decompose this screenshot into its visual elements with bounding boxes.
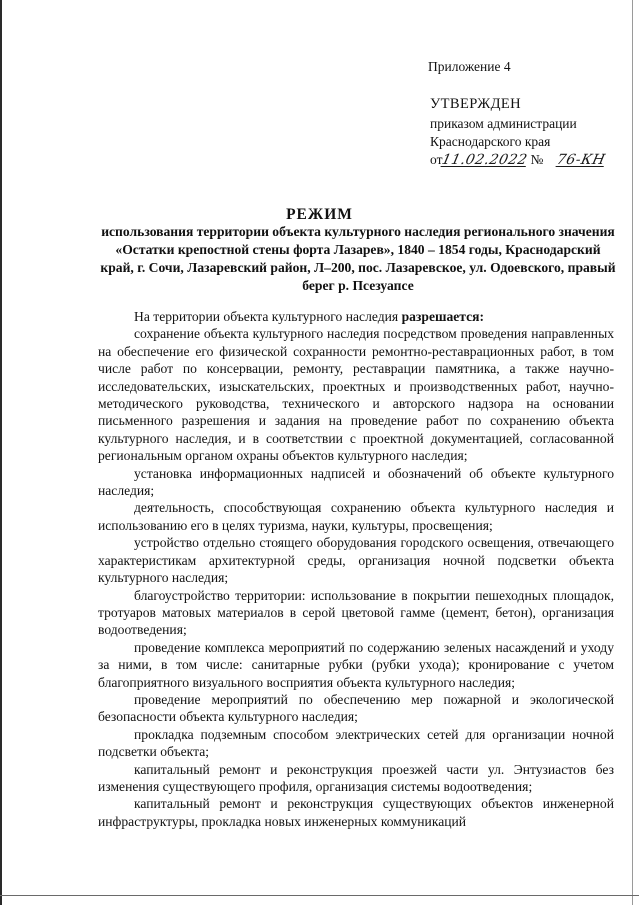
intro-bold: разрешается: bbox=[401, 309, 485, 324]
appendix-label: Приложение 4 bbox=[428, 59, 511, 74]
order-date-number-line bbox=[430, 151, 607, 171]
number-prefix: № bbox=[530, 152, 544, 167]
list-item: деятельность, способствующая сохранению объекта культурного наследия и использованию его в целях туризма, науки, культуры, просвещения; bbox=[98, 500, 614, 533]
region-line: Краснодарского края bbox=[430, 134, 551, 149]
document-body bbox=[98, 308, 614, 830]
list-item: проведение комплекса мероприятий по содержанию зеленых насаждений и уходу за ними, в том числе: санитарные рубки (рубки ухода); кронирование с учетом благоприятного визуального восприятия объекта культурного наследия; bbox=[98, 639, 614, 690]
list-item: устройство отдельно стоящего оборудования городского освещения, отвечающего характеристикам архитектурной среды, организация ночной подсветки объекта культурного наследия; bbox=[98, 535, 614, 586]
order-line: приказом администрации bbox=[430, 116, 577, 131]
intro-text: На территории объекта культурного наследия bbox=[134, 309, 402, 324]
list-item: капитальный ремонт и реконструкция существующих объектов инженерной инфраструктуры, прокладка новых инженерных коммуникаций bbox=[98, 796, 614, 829]
document-subtitle: использования территории объекта культурного наследия регионального значения «Остатки крепостной стены форта Лазарев», 1840 – 1854 годы, Краснодарский край, г. Сочи, Лазаревский район, Л–200, пос. Лазаревское, ул. Одоевского, правый берег р. Псезуапсе bbox=[100, 224, 616, 293]
approved-heading: УТВЕРЖДЕН bbox=[430, 96, 522, 112]
scan-edge-right bbox=[632, 0, 633, 905]
handwritten-date: 11.02.2022 bbox=[440, 152, 530, 168]
list-item: капитальный ремонт и реконструкция проезжей части ул. Энтузиастов без изменения существующего профиля, организация системы водоотведения; bbox=[98, 761, 614, 794]
date-prefix: от bbox=[430, 152, 443, 167]
list-item: проведение мероприятий по обеспечению мер пожарной и экологической безопасности объекта культурного наследия; bbox=[98, 691, 614, 725]
handwritten-number: 76-КН bbox=[555, 152, 608, 168]
list-item: благоустройство территории: использование в покрытии пешеходных площадок, тротуаров матовых материалов в серой цветовой гамме (цемент, бетон), организация водоотведения; bbox=[98, 587, 614, 638]
scan-edge-bottom bbox=[0, 895, 639, 896]
list-item: установка информационных надписей и обозначений об объекте культурного наследия; bbox=[98, 465, 614, 499]
list-item: прокладка подземным способом электрических сетей для организации ночной подсветки объекта; bbox=[98, 726, 614, 760]
list-item: сохранение объекта культурного наследия посредством проведения направленных на обеспечение его физической сохранности ремонтно-реставрационных работ, в том числе работ по консервации, ремонту, реставрации памятника, а также научно-исследовательских, изыскательских, проектных и производственных работ, научно-методического руководства, технического и авторского надзора на основании письменного разрешения и задания на проведение работ по сохранению объекта культурного наследия, и в соответствии с проектной документацией, согласованной региональным органом охраны объектов культурного наследия; bbox=[98, 326, 614, 464]
scan-edge-left bbox=[0, 0, 2, 905]
intro-paragraph bbox=[98, 308, 614, 325]
document-title: РЕЖИМ bbox=[286, 206, 353, 223]
